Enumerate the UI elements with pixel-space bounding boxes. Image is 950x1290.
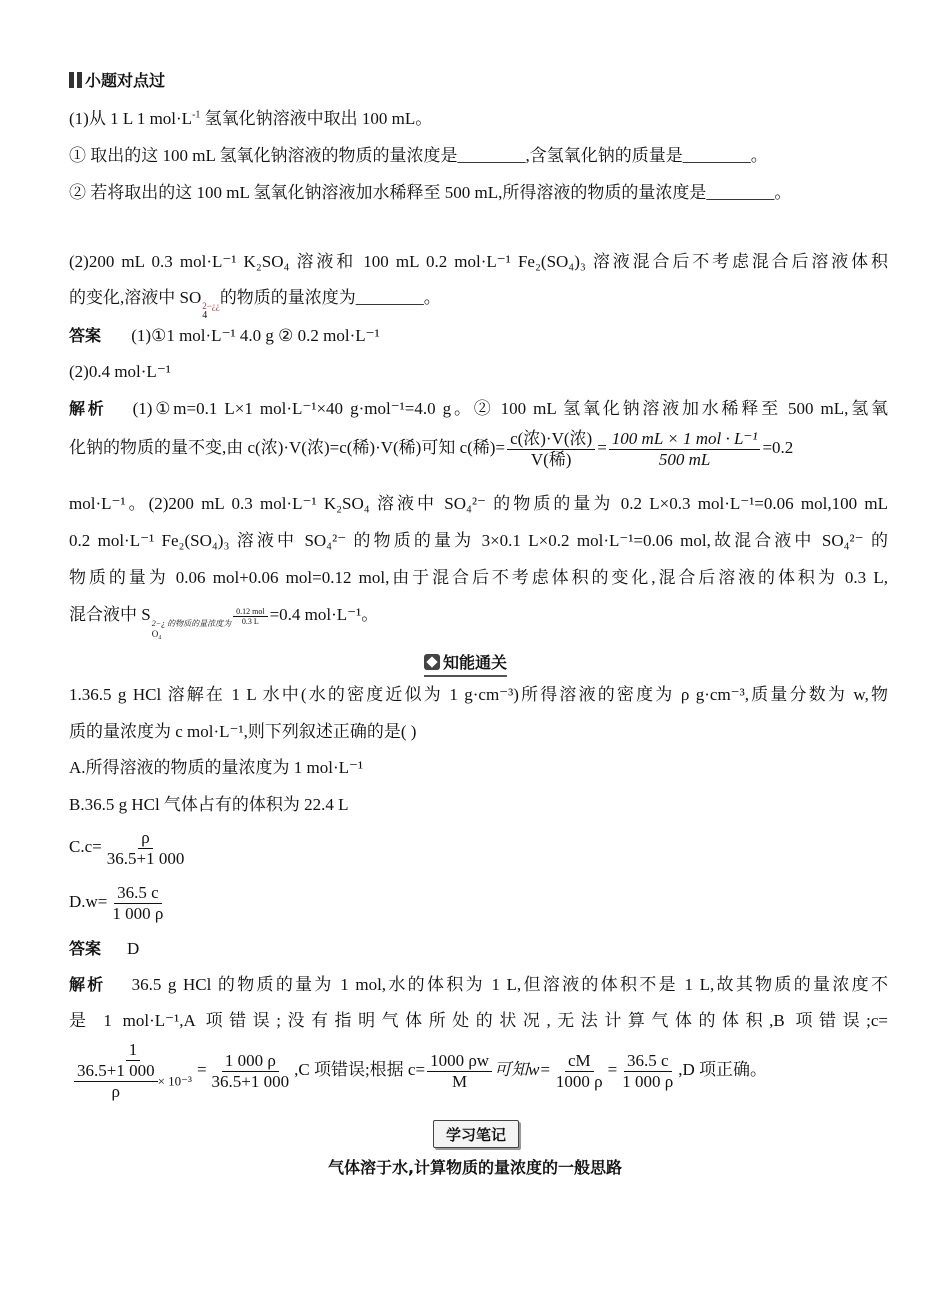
analysis-line4: 0.2 mol·L⁻¹ Fe₂(SO₄)₃ 溶液中 SO₄²⁻ 的物质的量为 3×0.1 L×0.2 mol·L⁻¹=0.06 mol,故混合液中 SO₄²⁻ 的	[69, 531, 888, 550]
note-title: 气体溶于水,计算物质的量浓度的一般思路	[327, 1158, 623, 1177]
study-notes-label: 学习笔记	[433, 1120, 519, 1148]
answer-2: (2)0.4 mol·L⁻¹	[69, 362, 171, 381]
answer-row: 答案 (1)①1 mol·L⁻¹ 4.0 g ② 0.2 mol·L⁻¹	[69, 326, 380, 345]
analysis-line3: mol·L⁻¹。(2)200 mL 0.3 mol·L⁻¹ K₂SO₄ 溶液中 SO₄²⁻ 的物质的量为 0.2 L×0.3 mol·L⁻¹=0.06 mol,100 mL	[69, 494, 888, 513]
section-badge: 知能通关	[424, 650, 507, 677]
analysis-line5: 物质的量为 0.06 mol+0.06 mol=0.12 mol,由于混合后不考虑体积的变化,混合后溶液的体积为 0.3 L,	[69, 568, 888, 587]
problem1-answer: 答案 D	[69, 939, 140, 958]
q2-line1: (2)200 mL 0.3 mol·L⁻¹ K₂SO₄ 溶液和 100 mL 0.2 mol·L⁻¹ Fe₂(SO₄)₃ 溶液混合后不考虑混合后溶液体积	[69, 252, 888, 271]
q2-line2: 的变化,溶液中 SO 2−¿¿ 4 的物质的量浓度为________。	[69, 288, 441, 321]
q1-b: ② 若将取出的这 100 mL 氢氧化钠溶液加水稀释至 500 mL,所得溶液的物质的量浓度是________。	[69, 183, 792, 202]
problem1-analysis-line3: 1 $\frac{36.5+1 000}{\rho}$ × 10⁻³ = $\frac{1 000 \rho}{36.5+1 000}$ ,C 项错误;根据 c= $\frac{1000 \rho w}{M}$ 可知w= $\frac{cM}{1000 \rho}$ = $\frac{36.5 c}{1 000 \rho}$ ,D 项正确。	[69, 1040, 888, 1102]
answer-label: 答案	[69, 326, 102, 345]
problem1-analysis-line2: 是 1 mol·L⁻¹,A 项错误;没有指明气体所处的状况,无法计算气体的体积,B 项错误;c=	[69, 1011, 888, 1030]
option-c: C.c= $\frac{\rho}{36.5+1 000}$	[69, 827, 185, 868]
analysis-line2: 化钠的物质的量不变,由 c(浓)·V(浓)=c(稀)·V(稀)可知 c(稀)= $\frac{\text{c(浓)·V(浓)}}{\text{V(稀)}}$ = $\frac{\text{100 mL × 1 mol · L⁻¹}}{500 mL}$ =0.2	[69, 428, 794, 469]
diamond-icon	[424, 654, 440, 670]
problem1-analysis-line1: 解析 36.5 g HCl 的物质的量为 1 mol,水的体积为 1 L,但溶液的体积不是 1 L,故其物质的量浓度不	[69, 975, 888, 994]
analysis-line6: 混合液中 S 2−¿ 的物质的量浓度为 O₄ $\frac{\text{0.12 mol}}{0.3 L}$ =0.4 mol·L⁻¹。	[69, 605, 379, 639]
problem1-line1: 1.36.5 g HCl 溶解在 1 L 水中(水的密度近似为 1 g·cm⁻³)所得溶液的密度为 ρ g·cm⁻³,质量分数为 w,物	[69, 685, 888, 704]
analysis-label: 解析	[69, 399, 107, 418]
section-title: 小题对点过	[69, 70, 888, 92]
problem1-line2: 质的量浓度为 c mol·L⁻¹,则下列叙述正确的是( )	[69, 722, 417, 741]
option-b: B.36.5 g HCl 气体占有的体积为 22.4 L	[69, 795, 349, 814]
q1-intro: (1)从 1 L 1 $mol\cdot L^{-1}$ 氢氧化钠溶液中取出 100 mL。	[69, 109, 433, 128]
option-a: A.所得溶液的物质的量浓度为 1 mol·L⁻¹	[69, 758, 364, 777]
option-d: D.w= $\frac{36.5 c}{1 000 \rho}$	[69, 882, 164, 923]
section-marker-icon	[69, 72, 83, 88]
analysis-line1: 解析 (1)①m=0.1 L×1 mol·L⁻¹×40 g·mol⁻¹=4.0 g。② 100 mL 氢氧化钠溶液加水稀释至 500 mL,氢氧	[69, 399, 888, 418]
q1-a: ① 取出的这 100 mL 氢氧化钠溶液的物质的量浓度是________,含氢氧化钠的质量是________。	[69, 146, 768, 165]
